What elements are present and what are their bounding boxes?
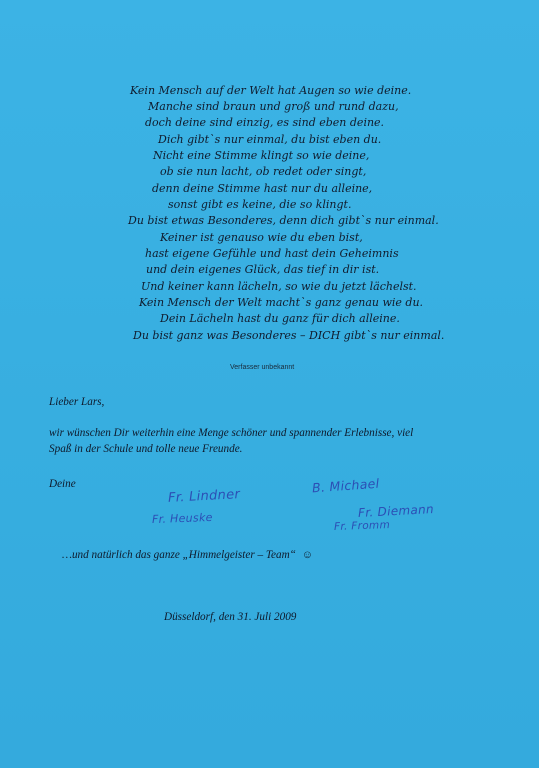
poem-line: und dein eigenes Glück, das tief in dir ist. [146, 263, 380, 276]
poem-line: Kein Mensch auf der Welt hat Augen so wie deine. [130, 84, 412, 97]
poem-line: hast eigene Gefühle und hast dein Geheimnis [145, 247, 399, 260]
signature: Fr. Diemann [357, 502, 435, 520]
poem-line: ob sie nun lacht, ob redet oder singt, [160, 165, 367, 178]
letter-closing: Deine [49, 478, 76, 490]
team-line-text: …und natürlich das ganze „Himmelgeister – Team“ [62, 549, 296, 561]
signature: Fr. Lindner [167, 487, 241, 506]
dateline: Düsseldorf, den 31. Juli 2009 [164, 611, 297, 623]
poem-author: Verfasser unbekannt [230, 364, 295, 371]
signature: Fr. Heuske [151, 510, 213, 527]
poem-line: Keiner ist genauso wie du eben bist, [160, 231, 363, 244]
signature: B. Michael [311, 475, 380, 496]
poem-line: Und keiner kann lächeln, so wie du jetzt lächelst. [141, 280, 417, 293]
poem-line: Dein Lächeln hast du ganz für dich alleine. [160, 312, 400, 325]
poem-line: Du bist etwas Besonderes, denn dich gibt`s nur einmal. [128, 214, 439, 227]
smiley-icon: ☺ [301, 549, 313, 561]
poem-line: denn deine Stimme hast nur du alleine, [152, 182, 373, 195]
poem-line: Manche sind braun und groß und rund dazu, [148, 100, 399, 113]
poem-line: Kein Mensch der Welt macht`s ganz genau wie du. [139, 296, 424, 309]
poem-line: Dich gibt`s nur einmal, du bist eben du. [158, 133, 382, 146]
letter-greeting: Lieber Lars, [49, 396, 105, 408]
poem-line: Nicht eine Stimme klingt so wie deine, [153, 149, 370, 162]
poem-line: Du bist ganz was Besonderes – DICH gibt`s nur einmal. [133, 329, 445, 342]
signature: Fr. Fromm [333, 519, 391, 533]
letter-body-line: wir wünschen Dir weiterhin eine Menge schöner und spannender Erlebnisse, viel [49, 427, 414, 439]
poem-line: sonst gibt es keine, die so klingt. [168, 198, 352, 211]
letter-body-line: Spaß in der Schule und tolle neue Freunde. [49, 443, 243, 455]
poem-line: doch deine sind einzig, es sind eben deine. [145, 116, 385, 129]
team-line [62, 549, 313, 561]
